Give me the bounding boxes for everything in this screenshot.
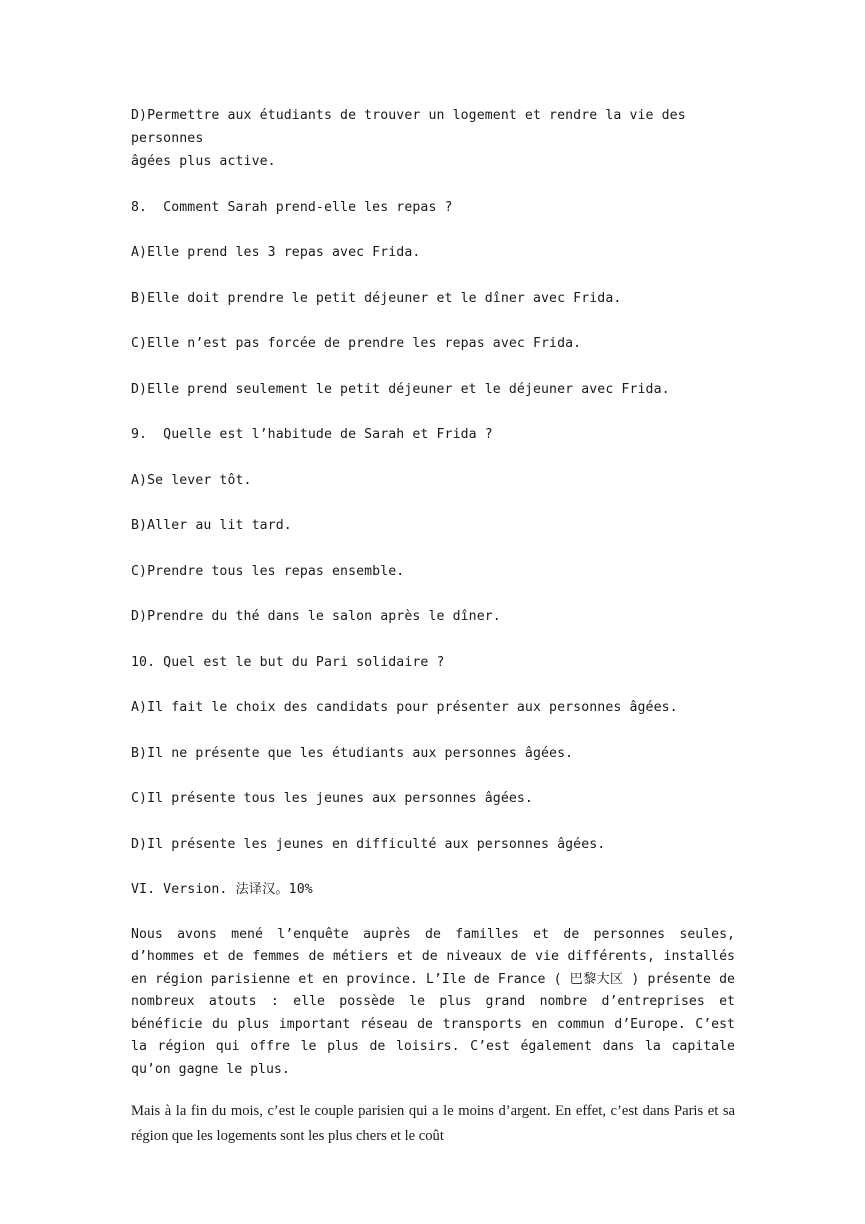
question-10-option-d: D)Il présente les jeunes en difficulté aux personnes âgées. [131,836,606,852]
option-text: D)Permettre aux étudiants de trouver un logement et rendre la vie des personnes [131,108,694,146]
option-text: âgées plus active. [131,154,276,169]
question-9: 9. Quelle est l’habitude de Sarah et Frida ? [131,427,493,442]
question-8-option-d: D)Elle prend seulement le petit déjeuner et le déjeuner avec Frida. [131,381,670,397]
question-9-option-b: B)Aller au lit tard. [131,518,292,533]
question-10-option-c: C)Il présente tous les jeunes aux personnes âgées. [131,791,533,806]
question-10-option-b: B)Il ne présente que les étudiants aux personnes âgées. [131,745,574,761]
question-9-option-d: D)Prendre du thé dans le salon après le dîner. [131,609,501,624]
question-10-option-a: A)Il fait le choix des candidats pour présenter aux personnes âgées. [131,700,678,715]
question-9-option-a: A)Se lever tôt. [131,472,252,488]
section-heading: VI. Version. 法译汉。10% [131,882,313,897]
question-7-option-d [131,104,735,173]
question-8-option-c: C)Elle n’est pas forcée de prendre les repas avec Frida. [131,336,582,351]
question-8-option-a: A)Elle prend les 3 repas avec Frida. [131,245,421,260]
question-9-option-c: C)Prendre tous les repas ensemble. [131,563,405,579]
translation-paragraph-2: Mais à la fin du mois, c’est le couple parisien qui a le moins d’argent. En effet, c’est dans Paris et sa région que les logements sont les plus chers et le coût [131,1102,735,1144]
question-8: 8. Comment Sarah prend-elle les repas ? [131,199,453,215]
document-page [131,104,735,1149]
question-10: 10. Quel est le but du Pari solidaire ? [131,654,445,670]
translation-paragraph-1: Nous avons mené l’enquête auprès de familles et de personnes seules, d’hommes et de femmes de métiers et de niveaux de vie différents, installés en région parisienne et en province. L’Ile de France ( 巴黎大区 ) présente de nombreux atouts : elle possède le plus grand nombre d’entreprises et bénéficie du plus important réseau de transports en commun d’Europe. C’est la région qui offre le plus de loisirs. C’est également dans la capitale qu’on gagne le plus. [131,926,735,1078]
question-8-option-b: B)Elle doit prendre le petit déjeuner et le dîner avec Frida. [131,290,622,306]
